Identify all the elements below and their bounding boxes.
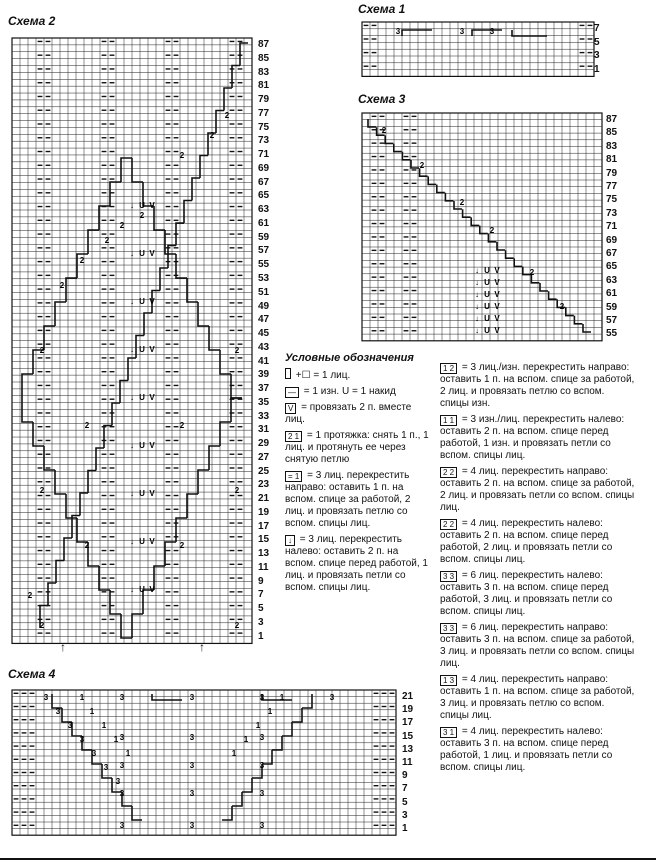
cell-label: 2 [27, 591, 33, 600]
row-number: 13 [258, 548, 270, 560]
cell-label: 2 [84, 541, 90, 550]
legend-text: = 1 изн. U = 1 накид [301, 386, 396, 397]
cell-label: 3 [329, 693, 335, 702]
row-number: 65 [258, 190, 270, 202]
scheme3-title: Схема 3 [358, 92, 406, 106]
row-number: 9 [402, 770, 408, 782]
row-number: 7 [594, 23, 600, 35]
row-number: 25 [258, 465, 270, 477]
row-number: 15 [402, 730, 414, 742]
cell-label: 3 [55, 707, 61, 716]
row-number: 59 [258, 231, 270, 243]
cell-label: 1 [113, 735, 119, 744]
cell-label: 3 [119, 733, 125, 742]
arrow-down-icon: ↓ [130, 537, 134, 546]
row-number: 33 [258, 410, 270, 422]
legend-text: = 6 лиц. перекрестить налево: оставить 3 п. на вспом. спице перед работой, 3 лиц. и провязать петли со вспом. спицы лиц. [440, 570, 613, 617]
legend-item [285, 402, 430, 426]
legend-symbol: 1 1 [440, 415, 457, 426]
cell-label: V [494, 314, 500, 323]
legend-item [285, 534, 430, 594]
cell-label: V [149, 297, 155, 306]
legend-symbol [285, 368, 291, 379]
arrow-down-icon: ↓ [475, 266, 479, 275]
row-number: 21 [258, 493, 270, 505]
cell-label: 1 [267, 707, 273, 716]
row-number: 17 [258, 520, 270, 532]
cell-label: 1 [101, 721, 107, 730]
legend-item [440, 362, 635, 410]
legend-text: = 3 лиц. перекрестить направо: оставить 1 п. на вспом. спице за работой, 2 лиц. и провязать петлю со вспом. спицы лиц. [285, 470, 411, 529]
cell-label: 2 [179, 541, 185, 550]
row-number: 19 [402, 704, 414, 716]
row-number: 63 [258, 204, 270, 216]
cell-label: 3 [115, 777, 121, 786]
legend-symbol: — [285, 387, 299, 398]
row-number: 9 [258, 575, 264, 587]
scheme1-chart [362, 22, 592, 77]
cell-label: U [484, 290, 490, 299]
legend-text: = провязать 2 п. вместе лиц. [285, 402, 412, 425]
legend-symbol: 2 2 [440, 467, 457, 478]
legend-symbol: V [285, 403, 296, 414]
row-number: 73 [258, 135, 270, 147]
legend-text: = 4 лиц. перекрестить направо: оставить 1 п. на вспом. спице за работой, 3 лиц. и провязать петлю со вспом. спицы лиц. [440, 674, 635, 721]
row-number: 3 [258, 616, 264, 628]
legend-symbol: 1 3 [440, 675, 457, 686]
legend-right [440, 362, 635, 778]
legend-item [440, 674, 635, 722]
row-number: 55 [606, 328, 618, 340]
row-number: 57 [258, 245, 270, 257]
cell-label: 2 [39, 346, 45, 355]
scheme4-title: Схема 4 [8, 667, 56, 681]
row-number: 19 [258, 506, 270, 518]
row-number: 85 [258, 52, 270, 64]
cell-label: U [484, 314, 490, 323]
legend-text: = 3 лиц./изн. перекрестить направо: оставить 1 п. на вспом. спице за работой, 2 лиц. и провязать петлю со вспом. спицы изн. [440, 362, 635, 409]
cell-label: 2 [59, 281, 65, 290]
arrow-down-icon: ↓ [130, 585, 134, 594]
cell-label: 3 [189, 821, 195, 830]
row-number: 73 [606, 207, 618, 219]
cell-label: 3 [79, 735, 85, 744]
cell-label: 2 [234, 486, 240, 495]
arrow-up-icon: ↑ [60, 640, 66, 654]
cell-label: 3 [459, 27, 465, 36]
cell-label: 2 [79, 256, 85, 265]
legend-symbol: ↓ [285, 535, 295, 546]
row-number: 1 [258, 630, 264, 642]
cell-label: V [149, 393, 155, 402]
cell-label: V [494, 278, 500, 287]
row-number: 45 [258, 328, 270, 340]
cell-label: 2 [119, 221, 125, 230]
row-number: 75 [606, 194, 618, 206]
cell-label: U [139, 489, 145, 498]
row-number: 79 [606, 167, 618, 179]
arrow-down-icon: ↓ [130, 201, 134, 210]
row-number: 51 [258, 286, 270, 298]
row-number: 5 [594, 36, 600, 48]
cell-label: V [149, 441, 155, 450]
cell-label: 3 [395, 27, 401, 36]
cell-label: 3 [119, 693, 125, 702]
row-number: 61 [258, 217, 270, 229]
cell-label: 2 [84, 421, 90, 430]
cell-label: V [494, 290, 500, 299]
cell-label: U [139, 249, 145, 258]
cell-label: 2 [209, 131, 215, 140]
cell-label: 3 [489, 27, 495, 36]
legend-symbol: 2 1 [285, 431, 302, 442]
cell-label: 2 [559, 302, 565, 311]
legend-item [440, 466, 635, 514]
row-number: 5 [258, 603, 264, 615]
cell-label: U [139, 345, 145, 354]
arrow-down-icon: ↓ [130, 489, 134, 498]
legend-item [285, 386, 430, 398]
arrow-up-icon: ↑ [199, 640, 205, 654]
row-number: 21 [402, 690, 414, 702]
row-number: 57 [606, 315, 618, 326]
scheme2-title: Схема 2 [8, 14, 56, 28]
row-number: 71 [606, 221, 618, 233]
legend-text: = 4 лиц. перекрестить налево: оставить 2 п. на вспом. спице перед работой, 2 лиц. и провязать петли со вспом. спицы лиц. [440, 518, 613, 565]
cell-label: 2 [234, 346, 240, 355]
cell-label: U [139, 393, 145, 402]
row-number: 53 [258, 272, 270, 284]
legend-item [285, 470, 430, 530]
row-number: 17 [402, 717, 414, 729]
legend-symbol: 3 3 [440, 571, 457, 582]
arrow-down-icon: ↓ [475, 290, 479, 299]
row-number: 3 [594, 50, 600, 62]
legend-item [440, 414, 635, 462]
cell-label: V [149, 249, 155, 258]
row-number: 65 [606, 261, 618, 273]
row-number: 1 [594, 63, 600, 75]
cell-label: 3 [119, 821, 125, 830]
row-number: 43 [258, 341, 270, 353]
arrow-down-icon: ↓ [130, 249, 134, 258]
row-number: 77 [258, 107, 270, 119]
scheme2-chart [12, 38, 256, 644]
legend-symbol: 3 3 [440, 623, 457, 634]
cell-label: 3 [259, 733, 265, 742]
cell-label: 2 [139, 211, 145, 220]
row-number: 5 [402, 796, 408, 808]
arrow-down-icon: ↓ [475, 278, 479, 287]
legend-text: = 3 изн./лиц. перекрестить налево: оставить 2 п. на вспом. спице перед работой, 1 изн. и провязать петли со вспом. спицы лиц. [440, 414, 625, 461]
row-number: 87 [606, 114, 618, 125]
row-number: 81 [606, 154, 618, 166]
row-number: 31 [258, 424, 270, 436]
cell-label: 2 [419, 161, 425, 170]
scheme4-chart [12, 690, 400, 835]
cell-label: 3 [189, 733, 195, 742]
cell-label: 2 [224, 111, 230, 120]
row-number: 7 [402, 783, 408, 795]
row-number: 49 [258, 300, 270, 312]
row-number: 11 [258, 561, 269, 573]
row-number: 15 [258, 534, 270, 546]
arrow-down-icon: ↓ [475, 314, 479, 323]
row-number: 69 [258, 162, 270, 174]
row-number: 87 [258, 39, 270, 51]
legend-item [440, 570, 635, 618]
cell-label: V [494, 266, 500, 275]
cell-label: 3 [189, 693, 195, 702]
row-number: 79 [258, 94, 270, 106]
cell-label: 3 [103, 763, 109, 772]
row-number: 75 [258, 121, 270, 133]
cell-label: U [139, 297, 145, 306]
row-number: 71 [258, 149, 270, 161]
arrow-down-icon: ↓ [130, 297, 134, 306]
row-number: 27 [258, 451, 270, 463]
row-number: 7 [258, 589, 264, 601]
cell-label: 1 [255, 721, 261, 730]
row-number: 83 [258, 66, 270, 78]
cell-label: U [484, 266, 490, 275]
cell-label: V [149, 537, 155, 546]
arrow-down-icon: ↓ [475, 326, 479, 335]
legend-text: = 4 лиц. перекрестить направо: оставить 2 п. на вспом. спице за работой, 2 лиц. и провязать петли со вспом. спицы лиц. [440, 466, 635, 513]
cell-label: 3 [259, 789, 265, 798]
legend-symbol: 1 2 [440, 363, 457, 374]
cell-label: 3 [119, 789, 125, 798]
cell-label: U [484, 278, 490, 287]
cell-label: 3 [259, 821, 265, 830]
cell-label: 1 [89, 707, 95, 716]
cell-label: 2 [179, 421, 185, 430]
scheme1-title: Схема 1 [358, 2, 406, 16]
row-number: 35 [258, 396, 270, 408]
row-number: 37 [258, 383, 270, 395]
cell-label: V [149, 345, 155, 354]
cell-label: 1 [125, 749, 131, 758]
legend-item [285, 430, 430, 466]
cell-label: 3 [189, 789, 195, 798]
row-number: 61 [606, 288, 618, 300]
cell-label: U [139, 201, 145, 210]
row-number: 13 [402, 743, 414, 755]
cell-label: 3 [119, 761, 125, 770]
cell-label: 2 [39, 621, 45, 630]
page-divider [0, 858, 656, 860]
row-number: 47 [258, 314, 270, 326]
legend-item [440, 518, 635, 566]
cell-label: 3 [259, 761, 265, 770]
cell-label: 1 [279, 693, 285, 702]
row-number: 67 [258, 176, 270, 188]
legend-title: Условные обозначения [285, 352, 414, 364]
row-number: 77 [606, 181, 618, 192]
cell-label: V [149, 489, 155, 498]
cell-label: 2 [179, 151, 185, 160]
legend-left [285, 352, 430, 598]
legend-symbol: 2 2 [440, 519, 457, 530]
row-number: 69 [606, 234, 618, 246]
cell-label: 3 [43, 693, 49, 702]
row-number: 59 [606, 301, 618, 313]
row-number: 55 [258, 259, 270, 271]
cell-label: 2 [459, 198, 465, 207]
cell-label: U [139, 537, 145, 546]
cell-label: V [149, 201, 155, 210]
cell-label: 1 [243, 735, 249, 744]
arrow-down-icon: ↓ [130, 345, 134, 354]
cell-label: U [484, 326, 490, 335]
cell-label: 1 [79, 693, 85, 702]
row-number: 81 [258, 80, 270, 92]
legend-text: = 1 протяжка: снять 1 п., 1 лиц. и протянуть ее через снятую петлю [285, 430, 429, 465]
arrow-down-icon: ↓ [475, 302, 479, 311]
row-number: 67 [606, 248, 618, 259]
arrow-down-icon: ↓ [130, 441, 134, 450]
legend-symbol: = 1 [285, 471, 302, 482]
row-number: 41 [258, 355, 270, 367]
cell-label: U [139, 585, 145, 594]
row-number: 3 [402, 809, 408, 821]
arrow-down-icon: ↓ [130, 393, 134, 402]
cell-label: U [139, 441, 145, 450]
cell-label: 2 [234, 621, 240, 630]
scheme3-chart [362, 113, 605, 341]
cell-label: 2 [381, 126, 387, 135]
legend-item [440, 726, 635, 774]
legend-text: = 4 лиц. перекрестить налево: оставить 3 п. на вспом. спице перед работой, 1 лиц. и провязать петли со вспом. спицы лиц. [440, 726, 613, 773]
cell-label: V [149, 585, 155, 594]
cell-label: U [484, 302, 490, 311]
row-number: 23 [258, 479, 270, 491]
cell-label: 2 [104, 236, 110, 245]
cell-label: 2 [489, 226, 495, 235]
legend-item [285, 368, 430, 382]
cell-label: 3 [259, 693, 265, 702]
row-number: 1 [402, 822, 408, 834]
cell-label: 2 [39, 486, 45, 495]
row-number: 85 [606, 127, 618, 139]
legend-text: = 3 лиц. перекрестить налево: оставить 2 п. на вспом. спице перед работой, 1 лиц. и провязать петли со вспом. спицы лиц. [285, 534, 428, 593]
legend-symbol: 3 1 [440, 727, 457, 738]
row-number: 39 [258, 369, 270, 381]
legend-text: +☐ = 1 лиц. [293, 370, 351, 381]
row-number: 11 [402, 756, 413, 768]
cell-label: 3 [91, 749, 97, 758]
cell-label: 3 [67, 721, 73, 730]
cell-label: 2 [529, 268, 535, 277]
row-number: 29 [258, 438, 270, 450]
cell-label: V [494, 326, 500, 335]
row-number: 83 [606, 140, 618, 152]
cell-label: 3 [189, 761, 195, 770]
row-number: 63 [606, 274, 618, 286]
cell-label: V [494, 302, 500, 311]
cell-label: 1 [231, 749, 237, 758]
legend-item [440, 622, 635, 670]
legend-text: = 6 лиц. перекрестить направо: оставить 3 п. на вспом. спице за работой, 3 лиц. и провязать петли со вспом. спицы лиц. [440, 622, 635, 669]
